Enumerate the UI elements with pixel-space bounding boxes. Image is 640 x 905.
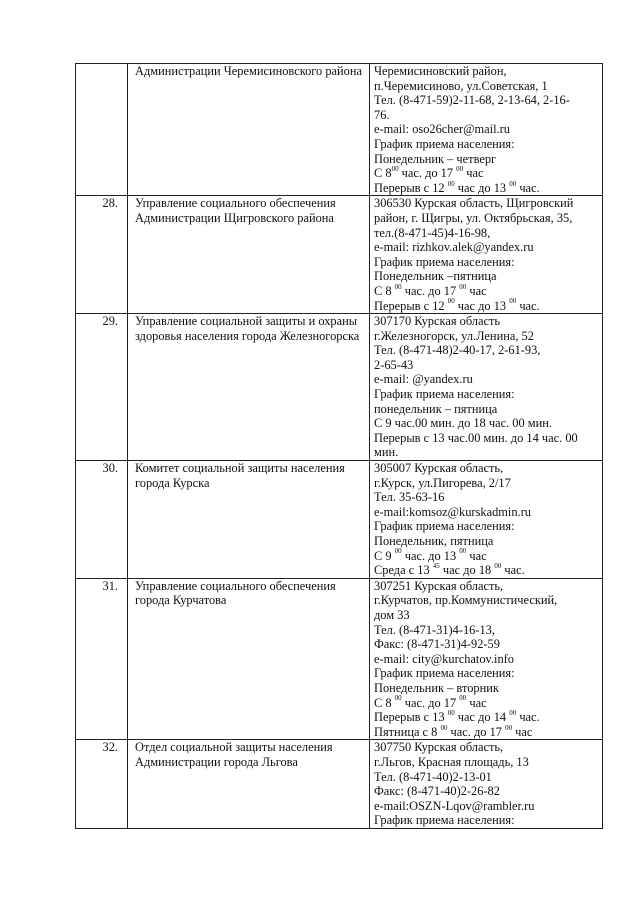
time-minutes: 00	[509, 179, 517, 188]
contact-text: С 8	[374, 283, 395, 298]
contact-info	[370, 196, 603, 314]
table-row	[76, 740, 603, 829]
contact-line	[374, 623, 600, 638]
contact-line	[374, 166, 600, 181]
contact-line	[374, 402, 600, 417]
contact-text: График приема населения:	[374, 813, 515, 828]
contact-text: Тел. (8-471-31)4-16-13,	[374, 622, 495, 637]
contact-line	[374, 108, 600, 123]
time-minutes: 45	[432, 562, 440, 571]
time-minutes: 00	[459, 547, 467, 556]
contact-text: час	[512, 724, 533, 739]
contact-line	[374, 387, 600, 402]
contact-text: График приема населения:	[374, 254, 515, 269]
contact-line	[374, 329, 600, 344]
contact-text: С 8	[374, 695, 395, 710]
contact-line	[374, 122, 600, 137]
contact-line	[374, 284, 600, 299]
contact-text: 2-65-43	[374, 357, 414, 372]
contact-text: График приема населения:	[374, 519, 515, 534]
contact-text: Тел. 35-63-16	[374, 490, 445, 505]
row-number: 28.	[76, 196, 128, 314]
contact-line	[374, 784, 600, 799]
contact-line	[374, 372, 600, 387]
contact-text: 76.	[374, 107, 390, 122]
contact-text: г.Курск, ул.Пигорева, 2/17	[374, 475, 511, 490]
time-minutes: 00	[456, 165, 464, 174]
contact-line	[374, 431, 600, 446]
contact-line	[374, 299, 600, 314]
contact-info	[370, 578, 603, 740]
time-minutes: 00	[509, 297, 517, 306]
contact-text: График приема населения:	[374, 387, 515, 402]
contact-line	[374, 652, 600, 667]
contact-text: 307750 Курская область,	[374, 740, 504, 755]
contact-text: час.	[501, 563, 525, 578]
contact-line	[374, 64, 600, 79]
contact-line	[374, 314, 600, 329]
contact-text: час	[463, 166, 484, 181]
contact-text: Понедельник –пятница	[374, 269, 497, 284]
contact-text: 307251 Курская область,	[374, 578, 504, 593]
contact-line	[374, 579, 600, 594]
contact-line	[374, 445, 600, 460]
contact-line	[374, 770, 600, 785]
contact-line	[374, 637, 600, 652]
contact-text: г.Курчатов, пр.Коммунистический,	[374, 593, 558, 608]
contact-text: e-mail: @yandex.ru	[374, 372, 473, 387]
contact-line	[374, 476, 600, 491]
contact-text: Перерыв с 13 час.00 мин. до 14 час. 00	[374, 430, 578, 445]
table-row	[76, 578, 603, 740]
time-minutes: 00	[394, 694, 402, 703]
time-minutes: 00	[447, 709, 455, 717]
contact-line	[374, 563, 600, 578]
time-minutes: 00	[494, 562, 502, 571]
table-row	[76, 196, 603, 314]
row-number: 32.	[76, 740, 128, 829]
contact-line	[374, 226, 600, 241]
contact-text: час до 18	[439, 563, 495, 578]
contact-text: час до 14	[454, 710, 510, 725]
contact-text: e-mail: rizhkov.alek@yandex.ru	[374, 240, 534, 255]
contact-text: час	[466, 695, 487, 710]
contact-text: дом 33	[374, 607, 410, 622]
time-minutes: 00	[459, 282, 467, 291]
time-minutes: 00	[391, 165, 399, 174]
contact-text: п.Черемисиново, ул.Советская, 1	[374, 78, 548, 93]
contact-text: Понедельник – четверг	[374, 151, 497, 166]
contacts-table	[75, 63, 603, 829]
contact-text: час. до 17	[398, 166, 457, 181]
contact-text: г.Льгов, Красная площадь, 13	[374, 754, 529, 769]
contact-info	[370, 461, 603, 579]
contact-info	[370, 740, 603, 829]
contact-text: Пятница с 8	[374, 724, 441, 739]
contact-text: час	[466, 283, 487, 298]
time-minutes: 00	[509, 709, 517, 717]
time-minutes: 00	[447, 297, 455, 306]
contact-text: час.	[516, 180, 540, 195]
contact-text: мин.	[374, 445, 399, 460]
contact-line	[374, 593, 600, 608]
contact-text: С 8	[374, 166, 392, 181]
contact-line	[374, 211, 600, 226]
contact-text: e-mail:OSZN-Lqov@rambler.ru	[374, 798, 535, 813]
contact-text: Тел. (8-471-40)2-13-01	[374, 769, 492, 784]
contact-line	[374, 549, 600, 564]
contact-text: район, г. Щигры, ул. Октябрьская, 35,	[374, 210, 573, 225]
contact-text: График приема населения:	[374, 666, 515, 681]
organization-name: Комитет социальной защиты населения города Курска	[128, 461, 370, 579]
contact-line	[374, 343, 600, 358]
contact-text: г.Железногорск, ул.Ленина, 52	[374, 328, 534, 343]
contact-line	[374, 79, 600, 94]
contact-line	[374, 461, 600, 476]
contact-text: час	[466, 548, 487, 563]
organization-name: Управление социального обеспечения Администрации Щигровского района	[128, 196, 370, 314]
contact-text: час.	[516, 298, 540, 313]
contact-line	[374, 137, 600, 152]
contact-text: Факс: (8-471-40)2-26-82	[374, 784, 500, 799]
contact-text: 307170 Курская область	[374, 314, 501, 329]
contact-line	[374, 269, 600, 284]
contact-text: Перерыв с 13	[374, 710, 448, 725]
contact-text: час. до 17	[401, 695, 460, 710]
contact-text: e-mail: oso26cher@mail.ru	[374, 122, 510, 137]
contact-line	[374, 710, 600, 725]
contact-text: Факс: (8-471-31)4-92-59	[374, 637, 500, 652]
contact-line	[374, 725, 600, 740]
contact-text: час.	[516, 710, 540, 725]
organization-name: Отдел социальной защиты населения Администрации города Льгова	[128, 740, 370, 829]
document-page	[75, 63, 603, 829]
contact-text: Понедельник – вторник	[374, 680, 499, 695]
contact-line	[374, 534, 600, 549]
contact-line	[374, 813, 600, 828]
contact-text: час. до 17	[447, 724, 506, 739]
contact-line	[374, 519, 600, 534]
contact-line	[374, 152, 600, 167]
contact-line	[374, 740, 600, 755]
table-row	[76, 461, 603, 579]
contact-line	[374, 181, 600, 196]
row-number: 31.	[76, 578, 128, 740]
contact-line	[374, 93, 600, 108]
contact-text: Тел. (8-471-48)2-40-17, 2-61-93,	[374, 343, 541, 358]
contact-text: понедельник – пятница	[374, 401, 498, 416]
contact-info	[370, 64, 603, 196]
organization-name: Управление социальной защиты и охраны здоровья населения города Железногорска	[128, 314, 370, 461]
contact-text: Среда с 13	[374, 563, 433, 578]
contact-text: час до 13	[454, 298, 510, 313]
contact-text: Черемисиновский район,	[374, 64, 507, 78]
contact-text: час до 13	[454, 180, 510, 195]
contact-text: 305007 Курская область,	[374, 461, 504, 476]
contact-text: час. до 17	[401, 283, 460, 298]
contact-line	[374, 505, 600, 520]
contact-line	[374, 416, 600, 431]
row-number	[76, 64, 128, 196]
contact-text: e-mail: city@kurchatov.info	[374, 651, 514, 666]
contact-line	[374, 696, 600, 711]
contact-line	[374, 666, 600, 681]
contact-text: e-mail:komsoz@kurskadmin.ru	[374, 504, 531, 519]
time-minutes: 00	[459, 694, 467, 703]
contact-text: С 9 час.00 мин. до 18 час. 00 мин.	[374, 416, 552, 431]
contact-text: График приема населения:	[374, 136, 515, 151]
contact-line	[374, 799, 600, 814]
row-number: 30.	[76, 461, 128, 579]
time-minutes: 00	[505, 723, 513, 732]
contact-line	[374, 358, 600, 373]
contacts-table-body	[76, 64, 603, 829]
contact-line	[374, 681, 600, 696]
contact-text: 306530 Курская область, Щигровский	[374, 196, 574, 211]
contact-line	[374, 196, 600, 211]
organization-name: Администрации Черемисиновского района	[128, 64, 370, 196]
organization-name: Управление социального обеспечения города Курчатова	[128, 578, 370, 740]
row-number: 29.	[76, 314, 128, 461]
time-minutes: 00	[394, 547, 402, 556]
contact-text: Тел. (8-471-59)2-11-68, 2-13-64, 2-16-	[374, 93, 570, 108]
contact-text: Перерыв с 12	[374, 298, 448, 313]
table-row	[76, 314, 603, 461]
time-minutes: 00	[440, 723, 448, 732]
contact-line	[374, 490, 600, 505]
contact-text: С 9	[374, 548, 395, 563]
table-row	[76, 64, 603, 196]
contact-line	[374, 608, 600, 623]
contact-text: Понедельник, пятница	[374, 534, 494, 548]
contact-text: час. до 13	[401, 548, 460, 563]
time-minutes: 00	[394, 282, 402, 291]
contact-text: тел.(8-471-45)4-16-98,	[374, 225, 491, 240]
contact-text: Перерыв с 12	[374, 180, 448, 195]
contact-line	[374, 755, 600, 770]
contact-info	[370, 314, 603, 461]
contact-line	[374, 255, 600, 270]
contact-line	[374, 240, 600, 255]
time-minutes: 00	[447, 179, 455, 188]
